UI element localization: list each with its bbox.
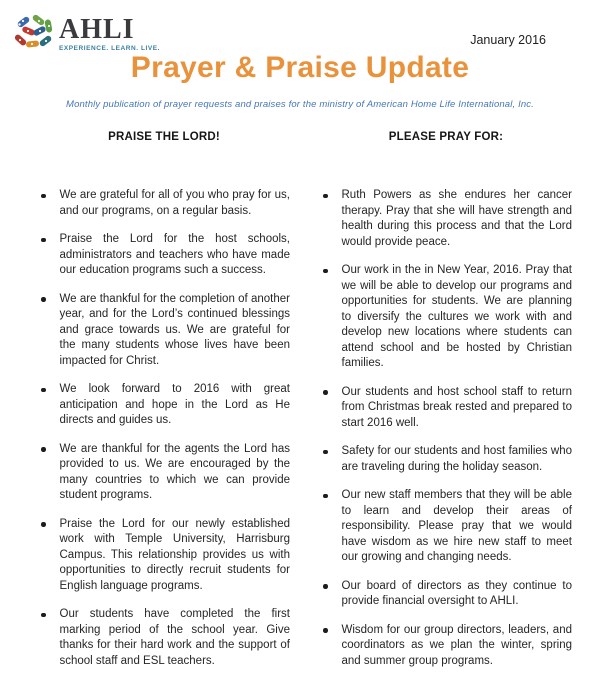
logo-text: [59, 13, 160, 52]
prayer-list: [320, 188, 572, 669]
bullet-icon: [41, 522, 46, 527]
logo-tagline: EXPERIENCE. LEARN. LIVE.: [59, 45, 160, 52]
list-item-text: Wisdom for our group directors, leaders, and coordinators as we plan the winter, spring and summer group programs.: [341, 623, 572, 667]
bullet-icon: [323, 450, 328, 455]
list-item-text: Praise the Lord for our newly established work with Temple University, Harrisburg Campus. This relationship provides us with opportunities to directly recruit students for English language programs.: [59, 517, 290, 592]
list-item-text: We are thankful for the agents the Lord has provided to us. We are encouraged by the many countries to which we can provide student programs.: [59, 442, 290, 501]
praise-column: [38, 130, 290, 682]
list-item-text: Ruth Powers as she endures her cancer therapy. Pray that she will have strength and health during this process and that the Lord would provide peace.: [341, 189, 572, 248]
list-item-text: We are thankful for the completion of another year, and for the Lord’s continued blessings and grace towards us. We are grateful for the many students whose lives have been impacted for Christ.: [59, 292, 290, 367]
bullet-icon: [41, 238, 46, 243]
list-item: [38, 188, 290, 219]
list-item: [320, 488, 572, 566]
list-item: [38, 292, 290, 370]
list-item: [38, 442, 290, 504]
list-item: [320, 263, 572, 372]
list-item-text: Praise the Lord for the host schools, administrators and teachers who have made our education programs such a success.: [59, 233, 290, 276]
bullet-icon: [41, 297, 46, 302]
list-item-text: We look forward to 2016 with great anticipation and hope in the Lord as He directs and guides us.: [59, 383, 290, 426]
list-item-text: Our new staff members that they will be able to learn and develop their areas of responsibility. Please pray that we would have wisdom as we hire new staff to meet our growing and changing needs.: [341, 489, 572, 563]
list-item: [320, 188, 572, 250]
bullet-icon: [323, 584, 328, 589]
content-columns: [0, 130, 600, 682]
list-item: [320, 623, 572, 670]
list-item: [38, 607, 290, 669]
list-item-text: Our work in the in New Year, 2016. Pray that we will be able to develop our programs and opportunities for students. We are planning to diversify the cultures we work with and develop new locations where students can attend school and be hosted by Christian families.: [341, 264, 572, 369]
bullet-icon: [323, 494, 328, 499]
bullet-icon: [323, 390, 328, 395]
bullet-icon: [41, 613, 46, 618]
page-title: Prayer & Praise Update: [130, 51, 470, 84]
page-subtitle: Monthly publication of prayer requests and praises for the ministry of American Home Life International, Inc.: [66, 99, 534, 110]
list-item: [320, 385, 572, 432]
list-item-text: We are grateful for all of you who pray for us, and our programs, on a regular basis.: [59, 189, 290, 217]
list-item: [38, 517, 290, 595]
list-item-text: Our students and host school staff to return from Christmas break rested and prepared to start 2016 well.: [341, 385, 572, 429]
list-item-text: Safety for our students and host families who are traveling during the holiday season.: [341, 445, 572, 473]
list-item: [320, 579, 572, 610]
bullet-icon: [41, 388, 46, 393]
logo-wordmark: AHLI: [59, 14, 135, 45]
list-item: [38, 382, 290, 429]
bullet-icon: [41, 194, 46, 199]
bullet-icon: [41, 447, 46, 452]
list-item-text: Our board of directors as they continue to provide financial oversight to AHLI.: [341, 579, 572, 607]
list-item-text: Our students have completed the first marking period of the school year. Give thanks for their hard work and the support of school staff and ESL teachers.: [59, 608, 290, 667]
praise-column-header: PRAISE THE LORD!: [108, 131, 220, 143]
prayer-column: [320, 130, 572, 682]
bullet-icon: [323, 628, 328, 633]
issue-date: January 2016: [470, 33, 546, 47]
list-item: [320, 444, 572, 475]
list-item: [38, 232, 290, 279]
prayer-column-header: PLEASE PRAY FOR:: [388, 131, 504, 143]
bullet-icon: [323, 194, 328, 199]
bullet-icon: [323, 269, 328, 274]
praise-list: [38, 188, 290, 669]
